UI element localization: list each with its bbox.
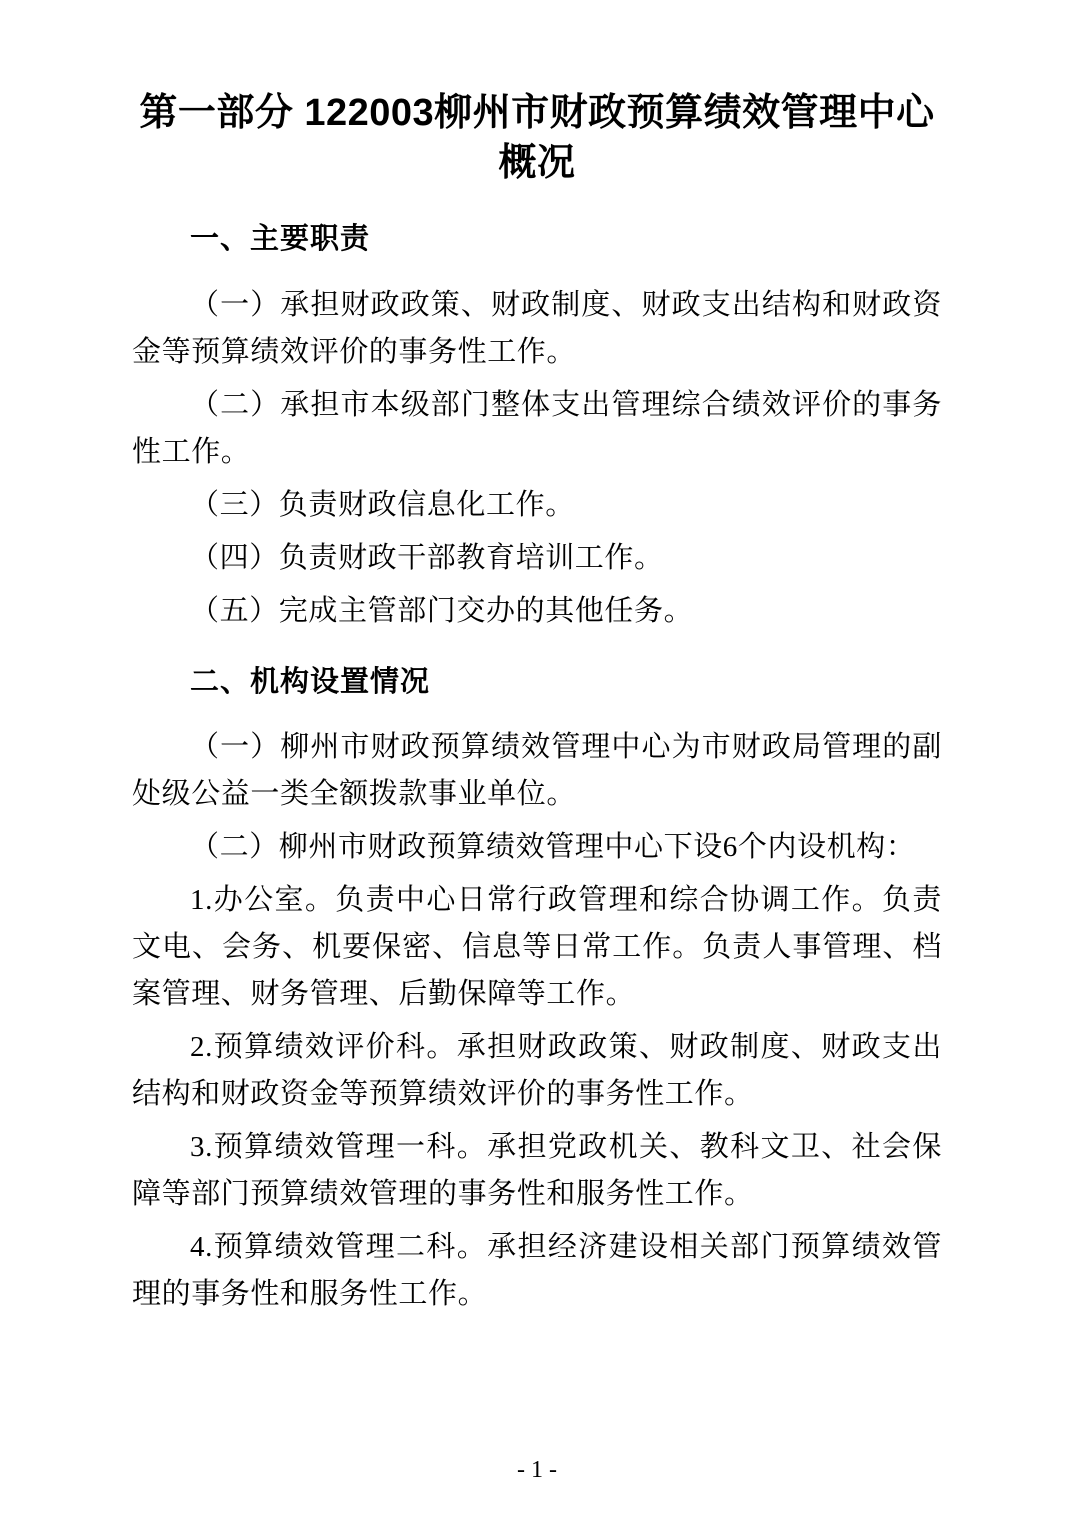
paragraph: 4.预算绩效管理二科。承担经济建设相关部门预算绩效管理的事务性和服务性工作。 — [132, 1230, 942, 1310]
page-title: 第一部分 122003柳州市财政预算绩效管理中心概况 — [139, 92, 935, 185]
paragraph: （五）完成主管部门交办的其他任务。 — [190, 594, 694, 627]
paragraph: （一）承担财政政策、财政制度、财政支出结构和财政资金等预算绩效评价的事务性工作。 — [132, 288, 942, 368]
paragraph: （四）负责财政干部教育培训工作。 — [190, 541, 664, 574]
paragraph: （二）承担市本级部门整体支出管理综合绩效评价的事务性工作。 — [132, 388, 942, 468]
paragraph: 3.预算绩效管理一科。承担党政机关、教科文卫、社会保障等部门预算绩效管理的事务性和服务性工作。 — [132, 1130, 942, 1210]
paragraph: （一）柳州市财政预算绩效管理中心为市财政局管理的副处级公益一类全额拨款事业单位。 — [132, 731, 942, 811]
page-number: - 1 - — [517, 1457, 557, 1483]
paragraph: （二）柳州市财政预算绩效管理中心下设6个内设机构： — [190, 831, 916, 864]
section-heading-main-duties: 一、主要职责 — [190, 223, 371, 256]
paragraph: 2.预算绩效评价科。承担财政政策、财政制度、财政支出结构和财政资金等预算绩效评价的事务性工作。 — [132, 1030, 942, 1110]
document-body — [132, 88, 942, 1324]
section-heading-org-structure: 二、机构设置情况 — [190, 665, 431, 698]
paragraph: 1.办公室。负责中心日常行政管理和综合协调工作。负责文电、会务、机要保密、信息等日常工作。负责人事管理、档案管理、财务管理、后勤保障等工作。 — [132, 884, 942, 1010]
paragraph: （三）负责财政信息化工作。 — [190, 488, 575, 521]
